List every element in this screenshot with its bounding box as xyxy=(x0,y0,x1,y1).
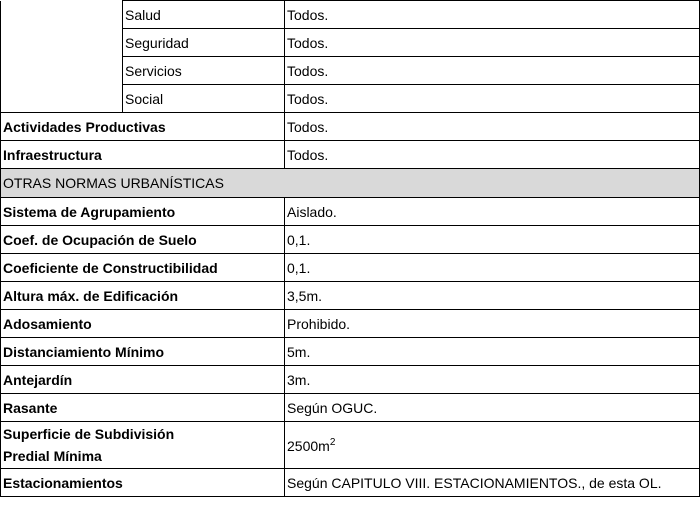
table-row xyxy=(1,141,700,169)
superficie-label xyxy=(1,422,285,469)
superficie-label-line2: Predial Mínima xyxy=(3,448,102,464)
use-value: Todos. xyxy=(285,29,700,57)
use-label: Salud xyxy=(123,1,285,29)
norm-label: Coeficiente de Constructibilidad xyxy=(1,254,285,282)
table-row xyxy=(1,1,700,29)
table-row xyxy=(1,113,700,141)
estacionamientos-value: Según CAPITULO VIII. ESTACIONAMIENTOS., de esta OL. xyxy=(285,469,700,497)
section-header-row xyxy=(1,169,700,198)
norm-label: Sistema de Agrupamiento xyxy=(1,198,285,226)
table-row xyxy=(1,254,700,282)
use-label: Seguridad xyxy=(123,29,285,57)
estacionamientos-label: Estacionamientos xyxy=(1,469,285,497)
superficie-value-text: 2500m xyxy=(287,437,330,454)
actividades-value: Todos. xyxy=(285,113,700,141)
norm-label: Coef. de Ocupación de Suelo xyxy=(1,226,285,254)
norm-label: Adosamiento xyxy=(1,310,285,338)
use-label: Servicios xyxy=(123,57,285,85)
infraestructura-label: Infraestructura xyxy=(1,141,285,169)
table-row xyxy=(1,394,700,422)
norm-value: Prohibido. xyxy=(285,310,700,338)
norm-label: Distanciamiento Mínimo xyxy=(1,338,285,366)
table-row xyxy=(1,198,700,226)
use-value: Todos. xyxy=(285,1,700,29)
table-row xyxy=(1,338,700,366)
table-row xyxy=(1,469,700,497)
infraestructura-value: Todos. xyxy=(285,141,700,169)
norm-value: 5m. xyxy=(285,338,700,366)
table-row xyxy=(1,226,700,254)
use-value: Todos. xyxy=(285,57,700,85)
norm-label: Altura máx. de Edificación xyxy=(1,282,285,310)
norm-value: 0,1. xyxy=(285,226,700,254)
table-row xyxy=(1,310,700,338)
table-row xyxy=(1,366,700,394)
section-title: OTRAS NORMAS URBANÍSTICAS xyxy=(1,169,700,198)
use-value: Todos. xyxy=(285,85,700,113)
norm-value: Según OGUC. xyxy=(285,394,700,422)
actividades-label: Actividades Productivas xyxy=(1,113,285,141)
norm-value: 3m. xyxy=(285,366,700,394)
superficie-value xyxy=(285,422,700,469)
empty-group-cell xyxy=(1,1,123,113)
superficie-label-line1: Superficie de Subdivisión xyxy=(3,426,175,442)
norm-value: Aislado. xyxy=(285,198,700,226)
norm-value: 0,1. xyxy=(285,254,700,282)
table-row xyxy=(1,282,700,310)
norm-value: 3,5m. xyxy=(285,282,700,310)
table-row xyxy=(1,422,700,469)
superficie-value-sup: 2 xyxy=(329,436,336,448)
norm-label: Rasante xyxy=(1,394,285,422)
use-label: Social xyxy=(123,85,285,113)
norm-label: Antejardín xyxy=(1,366,285,394)
